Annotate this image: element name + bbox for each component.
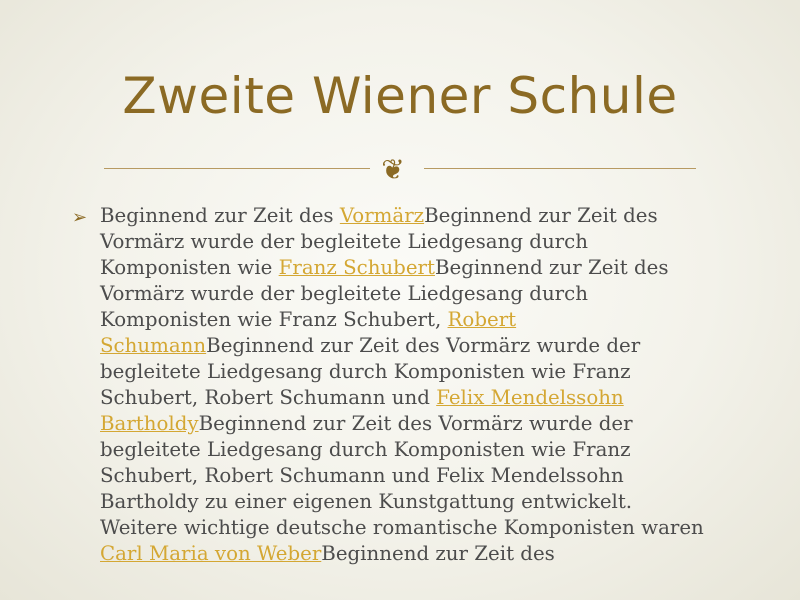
link-franz-schubert[interactable]: Franz Schubert bbox=[278, 256, 435, 279]
slide-title: Zweite Wiener Schule bbox=[122, 67, 678, 125]
link-robert-schumann[interactable]: Robert Schumann bbox=[100, 308, 517, 357]
link-felix-mendelssohn-bartholdy[interactable]: Felix Mendelssohn Bartholdy bbox=[100, 386, 624, 435]
paragraph-text: Beginnend zur Zeit des Vormärz wurde der begleitete Liedgesang durch Komponisten wie Franz Schubert, Robert Schumann und bbox=[100, 334, 641, 409]
paragraph-text: Beginnend zur Zeit des bbox=[321, 542, 555, 565]
link-vormaerz[interactable]: Vormärz bbox=[339, 204, 425, 227]
title-divider-left bbox=[104, 168, 370, 169]
paragraph-text: Beginnend zur Zeit des Vormärz wurde der begleitete Liedgesang durch Komponisten wie Franz Schubert, Robert Schumann und Felix Mendelssohn Bartholdy zu einer eigenen Kunstgattung entwickelt. Weitere wichtige deutsche romantische Komponisten waren bbox=[100, 412, 704, 539]
title-divider-right bbox=[424, 168, 696, 169]
link-carl-maria-von-weber[interactable]: Carl Maria von Weber bbox=[100, 542, 322, 565]
fleuron-icon: ❦ bbox=[381, 153, 405, 186]
bullet-paragraph bbox=[100, 203, 710, 567]
paragraph-text: Beginnend zur Zeit des Vormärz wurde der begleitete Liedgesang durch Komponisten wie bbox=[100, 204, 658, 279]
paragraph-text: Beginnend zur Zeit des bbox=[100, 204, 340, 227]
arrow-bullet-icon: ➢ bbox=[72, 207, 88, 228]
paragraph-text: Beginnend zur Zeit des Vormärz wurde der begleitete Liedgesang durch Komponisten wie Franz Schubert, bbox=[100, 256, 669, 331]
